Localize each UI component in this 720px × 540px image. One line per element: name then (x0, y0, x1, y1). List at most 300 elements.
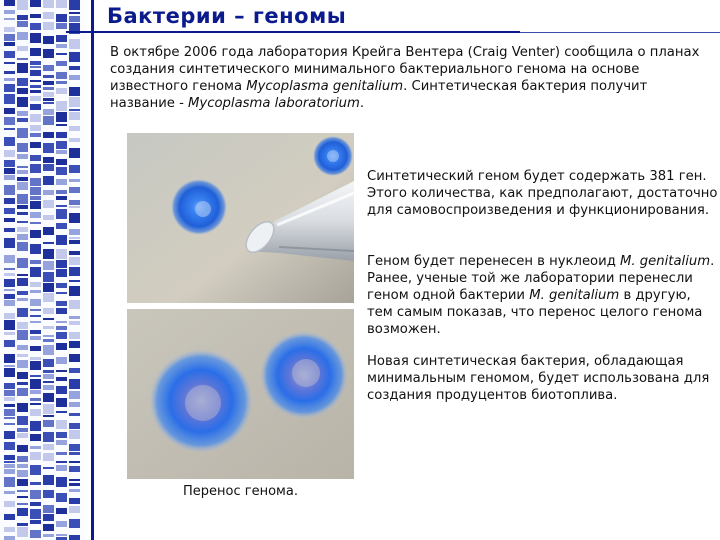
dna-band (30, 212, 41, 218)
dna-band (30, 125, 41, 131)
dna-band (30, 70, 41, 76)
dna-band (30, 315, 41, 317)
dna-band (56, 508, 67, 514)
dna-band (56, 249, 67, 259)
dna-band (56, 326, 67, 330)
dna-band (17, 345, 28, 350)
dna-band (30, 85, 41, 88)
dna-band (69, 66, 80, 70)
dna-band (4, 27, 15, 32)
dna-band (69, 402, 80, 407)
dna-band (56, 440, 67, 445)
dna-band (30, 330, 41, 334)
dna-band (69, 280, 80, 282)
dna-band (30, 282, 41, 287)
dna-band (30, 321, 41, 323)
dna-band (4, 340, 15, 347)
dna-band (30, 96, 41, 101)
dna-band (4, 168, 15, 174)
dna-band (30, 379, 41, 389)
dna-band (69, 257, 80, 265)
dna-band (69, 237, 80, 239)
dna-band (17, 88, 28, 94)
dna-band (4, 368, 15, 377)
dna-band (30, 502, 41, 506)
dna-band (4, 71, 15, 74)
dna-band (30, 222, 41, 224)
dna-band (43, 283, 54, 292)
dna-band (56, 72, 67, 79)
dna-band (43, 49, 54, 58)
dna-band (43, 92, 54, 97)
dna-band (69, 286, 80, 296)
dna-band (17, 46, 28, 51)
dna-band (69, 444, 80, 451)
dna-band (56, 124, 67, 126)
dna-band (43, 22, 54, 30)
dna-band (69, 391, 80, 399)
dna-band (43, 514, 54, 521)
dna-band (17, 291, 28, 295)
dna-band (17, 154, 28, 159)
dna-band (56, 308, 67, 314)
dna-band (43, 339, 54, 342)
dna-band (43, 81, 54, 85)
dna-band (30, 178, 41, 186)
dna-band (56, 159, 67, 165)
dna-band (17, 308, 28, 317)
dna-band (30, 244, 41, 254)
dna-band (69, 379, 80, 389)
dna-band (56, 343, 67, 350)
dna-band (43, 261, 54, 270)
dna-band (30, 490, 41, 499)
dna-band (43, 190, 54, 195)
species-name: M. genitalium (529, 288, 620, 303)
dna-band (4, 62, 15, 64)
dna-band (4, 150, 15, 157)
dna-band (30, 155, 41, 161)
dna-band (69, 0, 80, 10)
dna-band (17, 360, 28, 368)
dna-band (56, 301, 67, 306)
dna-band (56, 521, 67, 527)
dna-band (17, 166, 28, 168)
dna-band (30, 133, 41, 137)
dna-band (4, 527, 15, 532)
dna-band (4, 279, 15, 287)
dna-band (69, 148, 80, 158)
dna-band (4, 365, 15, 367)
species-name: M. genitalium (620, 254, 711, 269)
dna-band (69, 413, 80, 416)
dna-band (43, 335, 54, 337)
dna-band (30, 390, 41, 394)
dna-band (4, 208, 15, 214)
dna-band (43, 475, 54, 485)
dna-band (4, 383, 15, 389)
dna-band (69, 267, 80, 276)
dna-band (56, 88, 67, 94)
dna-band (69, 240, 80, 244)
dna-band (17, 298, 28, 301)
dna-band (4, 491, 15, 494)
dna-band (17, 221, 28, 223)
dna-band (4, 501, 15, 507)
dna-band (69, 506, 80, 513)
genome-transfer-paragraph: Геном будет перенесен в нуклеоид M. genitalium. Ранее, ученые той же лаборатории перенесли геном одной бактерии M. genitalium в другую, тем самым показав, что перенос целого генома возможен. (367, 254, 715, 337)
dna-band (69, 479, 80, 481)
dna-band (30, 398, 41, 401)
dna-band (43, 404, 54, 414)
dna-band (17, 503, 28, 505)
dna-band (56, 493, 67, 502)
dna-band (4, 455, 15, 460)
dna-band (17, 490, 28, 492)
dna-band (56, 377, 67, 381)
page-title: Бактерии – геномы (107, 4, 347, 28)
dna-band (4, 514, 15, 520)
dna-band (30, 196, 41, 200)
dna-band (4, 160, 15, 167)
dna-band (69, 430, 80, 439)
dna-band (56, 53, 67, 55)
dna-band (69, 165, 80, 173)
title-underline-extension (520, 32, 720, 33)
dna-band (17, 428, 28, 432)
dna-band (4, 185, 15, 195)
dna-band (43, 249, 54, 259)
dna-band (56, 269, 67, 277)
dna-band (17, 470, 28, 477)
dna-band (4, 409, 15, 416)
dna-band (30, 61, 41, 65)
biofuel-paragraph: Новая синтетическая бактерия, обладающая минимальным геномом, будет использована для создания продуцентов биотоплива. (367, 354, 710, 403)
dna-band (43, 227, 54, 235)
dna-band (17, 523, 28, 526)
dna-band (69, 206, 80, 208)
dna-band (69, 466, 80, 472)
dna-band (69, 300, 80, 309)
dna-band (4, 198, 15, 204)
dna-band (4, 442, 15, 450)
dna-band (43, 370, 54, 373)
dna-band (30, 66, 41, 68)
dna-band (56, 205, 67, 207)
dna-band (43, 432, 54, 442)
dna-band (17, 15, 28, 20)
dna-band (4, 320, 15, 330)
dna-band (43, 12, 54, 19)
dna-band (30, 452, 41, 460)
dna-band (43, 385, 54, 390)
dna-band (17, 21, 28, 27)
dna-band (43, 87, 54, 90)
dna-band (30, 520, 41, 524)
dna-band (4, 469, 15, 474)
dna-band (17, 372, 28, 379)
dna-band (43, 453, 54, 461)
dna-band (43, 102, 54, 104)
dna-band (4, 273, 15, 276)
dna-band (56, 534, 67, 536)
colonies-photo (127, 309, 354, 479)
dna-band (43, 318, 54, 320)
dna-band (17, 403, 28, 412)
dna-band (30, 267, 41, 277)
dna-band (17, 274, 28, 276)
dna-band (43, 143, 54, 153)
dna-band (4, 34, 15, 41)
dna-band (17, 194, 28, 204)
dna-band (17, 182, 28, 190)
dna-band (69, 187, 80, 193)
dna-band (4, 404, 15, 407)
dna-band (56, 150, 67, 154)
dna-band (43, 374, 54, 379)
dna-band (30, 230, 41, 238)
dna-band (69, 179, 80, 182)
dna-band (17, 227, 28, 232)
dna-band (43, 164, 54, 171)
dna-band (43, 293, 54, 302)
dna-band (17, 118, 28, 122)
dna-band (4, 238, 15, 248)
dna-band (69, 87, 80, 96)
dna-band (56, 357, 67, 364)
dna-band (17, 456, 28, 462)
dna-band (17, 212, 28, 215)
colony-pipette-photo (127, 133, 354, 303)
dna-band (69, 126, 80, 131)
dna-band (43, 200, 54, 208)
dna-band (30, 114, 41, 122)
dna-band (43, 505, 54, 513)
dna-band (17, 322, 28, 329)
dna-band (30, 361, 41, 370)
dna-band (4, 536, 15, 540)
dna-band (17, 63, 28, 73)
dna-band (4, 289, 15, 291)
dna-band (43, 345, 54, 355)
dna-band (17, 496, 28, 498)
dna-band (43, 0, 54, 8)
dna-band (69, 461, 80, 463)
dna-band (4, 268, 15, 270)
dna-band (4, 354, 15, 363)
dna-band (43, 75, 54, 78)
dna-band (69, 52, 80, 62)
dna-band (43, 490, 54, 498)
dna-band (56, 209, 67, 219)
dna-band (17, 97, 28, 107)
dna-band (30, 90, 41, 93)
dna-band (30, 260, 41, 264)
title-underline (66, 31, 520, 33)
dna-band (56, 196, 67, 200)
dna-band (56, 332, 67, 339)
dna-band (17, 416, 28, 425)
dna-band (30, 187, 41, 195)
dna-band (4, 228, 15, 232)
dna-band (4, 51, 15, 58)
dna-band (30, 346, 41, 351)
dna-band (30, 309, 41, 311)
dna-band (69, 23, 80, 31)
dna-band (69, 112, 80, 120)
dna-band (56, 432, 67, 438)
dna-band (56, 14, 67, 22)
dna-band (4, 461, 15, 463)
dna-band (56, 112, 67, 122)
dna-band (30, 336, 41, 340)
dna-band (43, 116, 54, 125)
dna-band (30, 14, 41, 18)
dna-band (4, 294, 15, 299)
dna-band (56, 292, 67, 294)
dna-band (56, 0, 67, 8)
dna-band (4, 42, 15, 46)
dna-band (17, 234, 28, 240)
dna-band (56, 386, 67, 394)
dna-band (4, 94, 15, 104)
dna-band (69, 39, 80, 49)
dna-band (17, 32, 28, 40)
dna-band (17, 205, 28, 209)
dna-band (69, 341, 80, 348)
dna-band (4, 10, 15, 14)
dna-band (30, 530, 41, 538)
dna-band (30, 357, 41, 360)
dna-band (30, 290, 41, 293)
dna-band (69, 489, 80, 492)
dna-band (43, 157, 54, 163)
dna-band (69, 12, 80, 14)
dna-band (17, 111, 28, 116)
dna-band (43, 109, 54, 115)
dna-band (17, 433, 28, 438)
dna-band (69, 200, 80, 205)
dna-band (30, 421, 41, 431)
dna-band (4, 417, 15, 419)
dna-band (17, 78, 28, 86)
dna-band (4, 175, 15, 180)
dna-band (56, 132, 67, 138)
dna-band (43, 467, 54, 469)
dna-band (17, 278, 28, 286)
dna-band (17, 330, 28, 340)
dna-band (69, 138, 80, 142)
dna-band (43, 393, 54, 402)
dna-band (30, 446, 41, 449)
dna-band (43, 98, 54, 101)
dna-band (17, 382, 28, 385)
dna-band (69, 332, 80, 339)
dna-band (30, 403, 41, 405)
dna-band (17, 170, 28, 174)
dna-band (69, 97, 80, 107)
dna-band (56, 260, 67, 268)
dna-band (30, 465, 41, 475)
dna-band (30, 201, 41, 209)
dna-band (30, 164, 41, 173)
dna-band (30, 375, 41, 377)
dna-band (17, 58, 28, 60)
dna-band (4, 423, 15, 425)
dna-band (69, 535, 80, 540)
dna-band (4, 397, 15, 401)
dna-band (4, 431, 15, 439)
dna-band (17, 0, 28, 10)
dna-band (69, 321, 80, 325)
dna-band (17, 388, 28, 396)
dna-band (30, 409, 41, 416)
dna-band (4, 78, 15, 81)
dna-band (43, 534, 54, 537)
dna-band (56, 81, 67, 84)
dna-band (43, 308, 54, 314)
dna-band (43, 444, 54, 450)
dna-band (56, 44, 67, 48)
dna-band (4, 18, 15, 20)
dna-band (4, 128, 15, 130)
dna-band (56, 179, 67, 185)
dna-band (56, 190, 67, 194)
dna-band (43, 272, 54, 282)
dna-band (4, 108, 15, 114)
dna-band (69, 213, 80, 223)
dna-band (56, 370, 67, 372)
dna-band (43, 215, 54, 220)
dna-band (69, 16, 80, 22)
vertical-divider (91, 0, 94, 540)
dna-band (69, 483, 80, 486)
dna-band (43, 176, 54, 185)
dna-band (4, 300, 15, 306)
dna-band (4, 390, 15, 396)
dna-band (43, 415, 54, 417)
dna-band (56, 35, 67, 42)
dna-band (69, 75, 80, 80)
dna-band (30, 23, 41, 30)
species-name: Mycoplasma genitalium (246, 79, 404, 94)
dna-band (30, 434, 41, 441)
dna-band (56, 398, 67, 407)
dna-band (56, 61, 67, 66)
dna-band (30, 33, 41, 43)
dna-band (17, 354, 28, 357)
genome-size-paragraph: Синтетический геном будет содержать 381 ген. Этого количества, как предполагают, достаточно для самовоспроизведения и функционирования. (367, 169, 718, 218)
dna-band (43, 381, 54, 383)
dna-sequence-strip (0, 0, 86, 540)
dna-band (43, 524, 54, 531)
dna-band (4, 313, 15, 319)
dna-band (4, 332, 15, 335)
dna-band (56, 321, 67, 323)
dna-band (69, 498, 80, 504)
dna-band (69, 109, 80, 111)
species-name: Mycoplasma laboratorium (188, 96, 360, 111)
dna-band (17, 464, 28, 468)
dna-band (17, 527, 28, 537)
dna-band (17, 242, 28, 251)
dna-band (4, 117, 15, 125)
photo-caption: Перенос генома. (183, 484, 298, 499)
dna-band (69, 251, 80, 255)
dna-band (17, 177, 28, 181)
dna-band (69, 354, 80, 362)
dna-band (56, 461, 67, 463)
